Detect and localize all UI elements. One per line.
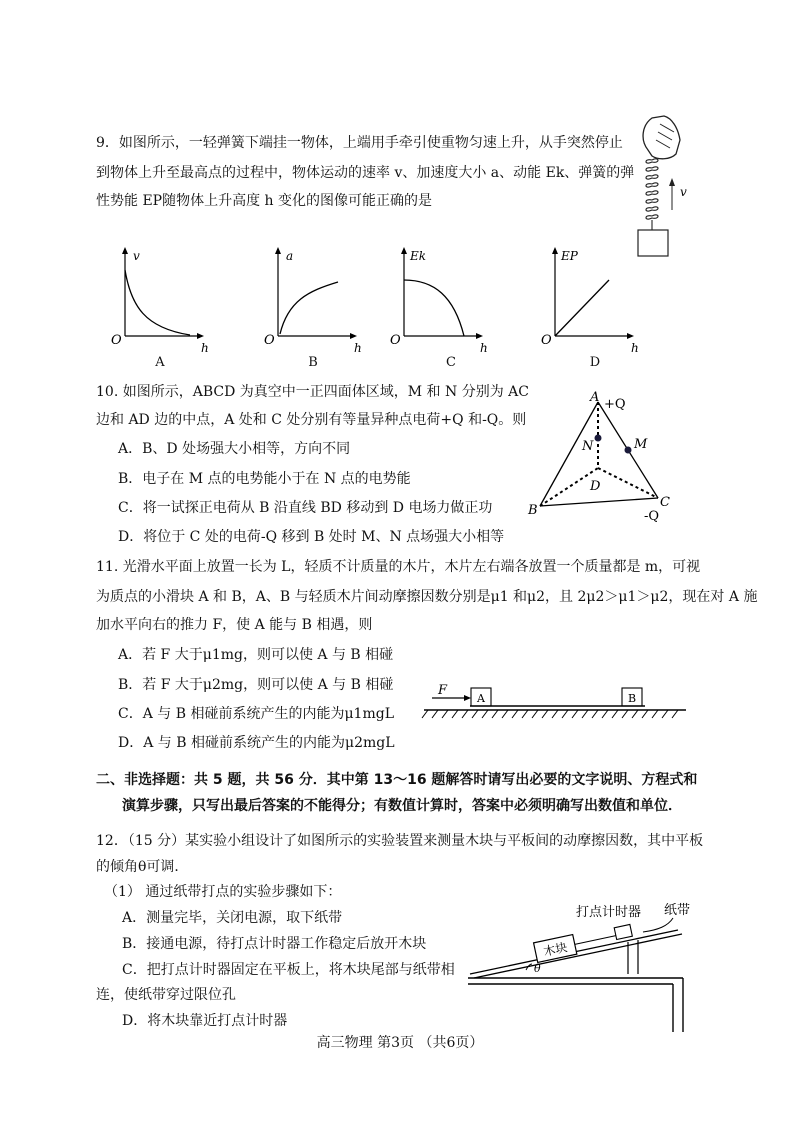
graph-b-curve xyxy=(280,282,338,334)
graph-a-xlabel: h xyxy=(201,341,209,355)
q10-line-1: 10. 如图所示，ABCD 为真空中一正四面体区域，M 和 N 分别为 AC xyxy=(96,384,529,400)
block-a-label: A xyxy=(477,692,485,705)
q10-option-b: B．电子在 M 点的电势能小于在 N 点的电势能 xyxy=(118,471,411,487)
tetrahedron-figure xyxy=(528,388,688,528)
q10-line-2: 边和 AD 边的中点，A 处和 C 处分别有等量异种点电荷+Q 和-Q。则 xyxy=(96,412,527,428)
graph-b xyxy=(258,246,362,366)
q11-option-b: B．若 F 大于μ2mg，则可以使 A 与 B 相碰 xyxy=(118,677,394,693)
q11-option-c: C．A 与 B 相碰前系统产生的内能为μ1mgL xyxy=(118,706,395,722)
graph-d-label: D xyxy=(589,355,601,370)
graph-b-ylabel: a xyxy=(286,249,294,263)
q11-line-3: 加水平向右的推力 F，使 A 能与 B 相遇，则 xyxy=(96,617,373,633)
q12-line-2: 的倾角θ可调． xyxy=(96,859,189,875)
theta-label: θ xyxy=(534,962,541,975)
page-footer: 高三物理 第3页 （共6页） xyxy=(316,1035,484,1051)
graph-a xyxy=(105,246,209,366)
tape-label: 纸带 xyxy=(664,903,691,918)
q10-option-c: C．将一试探正电荷从 B 沿直线 BD 移动到 D 电场力做正功 xyxy=(118,500,493,516)
q11-option-a: A．若 F 大于μ1mg，则可以使 A 与 B 相碰 xyxy=(118,647,394,663)
sliding-blocks-figure xyxy=(420,680,690,730)
q12-line-1: 12．（15 分）某实验小组设计了如图所示的实验装置来测量木块与平板间的动摩擦因数，其中平板 xyxy=(96,833,704,849)
graph-d-ylabel: EP xyxy=(561,249,578,263)
graph-d-xlabel: h xyxy=(631,341,639,355)
point-n xyxy=(595,435,602,442)
graph-d-origin: O xyxy=(541,333,552,348)
force-f-label: F xyxy=(438,683,448,698)
n-label: N xyxy=(582,439,594,454)
graph-d-line xyxy=(555,280,609,336)
section2-line-2: 演算步骤，只写出最后答案的不能得分；有数值计算时，答案中必须明确写出数值和单位． xyxy=(122,798,682,814)
graph-b-xlabel: h xyxy=(354,341,362,355)
graph-c-label: C xyxy=(446,355,456,370)
q12-step-d: D．将木块靠近打点计时器 xyxy=(122,1013,288,1029)
q10-option-a: A．B、D 处场强大小相等，方向不同 xyxy=(118,441,351,457)
plus-q-label: +Q xyxy=(604,397,626,412)
graph-b-label: B xyxy=(308,355,318,370)
hanging-block xyxy=(638,230,668,256)
q12-step-b: B．接通电源，待打点计时器工作稳定后放开木块 xyxy=(122,936,427,952)
inclined-plane-figure xyxy=(468,892,698,1032)
block-label: 木块 xyxy=(542,940,569,959)
graph-a-label: A xyxy=(155,355,165,370)
q12-line-3: （1） 通过纸带打点的实验步骤如下： xyxy=(104,884,342,900)
q9-line-3: 性势能 EP随物体上升高度 h 变化的图像可能正确的是 xyxy=(96,193,433,209)
q9-line-1: 9．如图所示，一轻弹簧下端挂一物体，上端用手牵引使重物匀速上升，从手突然停止 xyxy=(96,135,623,151)
spring-hand-figure xyxy=(630,110,700,260)
timer-label: 打点计时器 xyxy=(576,905,642,920)
q12-step-c: C．把打点计时器固定在平板上，将木块尾部与纸带相 xyxy=(122,962,455,978)
q11-line-2: 为质点的小滑块 A 和 B，A、B 与轻质木片间动摩擦因数分别是μ1 和μ2，且 2μ2＞μ1＞μ2，现在对 A 施 xyxy=(96,589,758,605)
graph-d xyxy=(535,246,639,366)
vertex-c-label: C xyxy=(660,495,670,510)
m-label: M xyxy=(634,437,648,452)
block-b-label: B xyxy=(627,692,637,705)
graph-c-curve xyxy=(404,280,464,336)
q10-option-d: D．将位于 C 处的电荷-Q 移到 B 处时 M、N 点场强大小相等 xyxy=(118,529,505,545)
graph-c xyxy=(384,246,488,366)
vertex-d-label: D xyxy=(590,479,601,494)
graph-a-ylabel: v xyxy=(133,249,140,263)
graph-a-curve xyxy=(125,270,190,335)
vertex-a-label: A xyxy=(590,390,600,405)
fig-v-label: v xyxy=(680,185,687,199)
q12-step-c-cont: 连，使纸带穿过限位孔 xyxy=(96,987,236,1003)
graph-b-origin: O xyxy=(264,333,275,348)
graph-a-origin: O xyxy=(111,333,122,348)
graph-c-xlabel: h xyxy=(480,341,488,355)
q11-line-1: 11. 光滑水平面上放置一长为 L，轻质不计质量的木片，木片左右端各放置一个质量都是 m，可视 xyxy=(96,559,701,575)
q9-line-2: 到物体上升至最高点的过程中，物体运动的速率 v、加速度大小 a、动能 Ek、弹簧的弹 xyxy=(96,165,635,181)
hand-icon xyxy=(643,116,680,159)
q11-option-d: D．A 与 B 相碰前系统产生的内能为μ2mgL xyxy=(118,735,395,751)
point-m xyxy=(625,447,632,454)
vertex-b-label: B xyxy=(528,503,538,518)
timer-device xyxy=(614,924,632,939)
graph-c-origin: O xyxy=(390,333,401,348)
minus-q-label: -Q xyxy=(644,509,660,524)
graph-c-ylabel: Ek xyxy=(410,249,427,263)
section2-line-1: 二、非选择题：共 5 题，共 56 分．其中第 13～16 题解答时请写出必要的文字说明、方程式和 xyxy=(96,772,698,788)
q12-step-a: A．测量完毕，关闭电源，取下纸带 xyxy=(122,910,343,926)
